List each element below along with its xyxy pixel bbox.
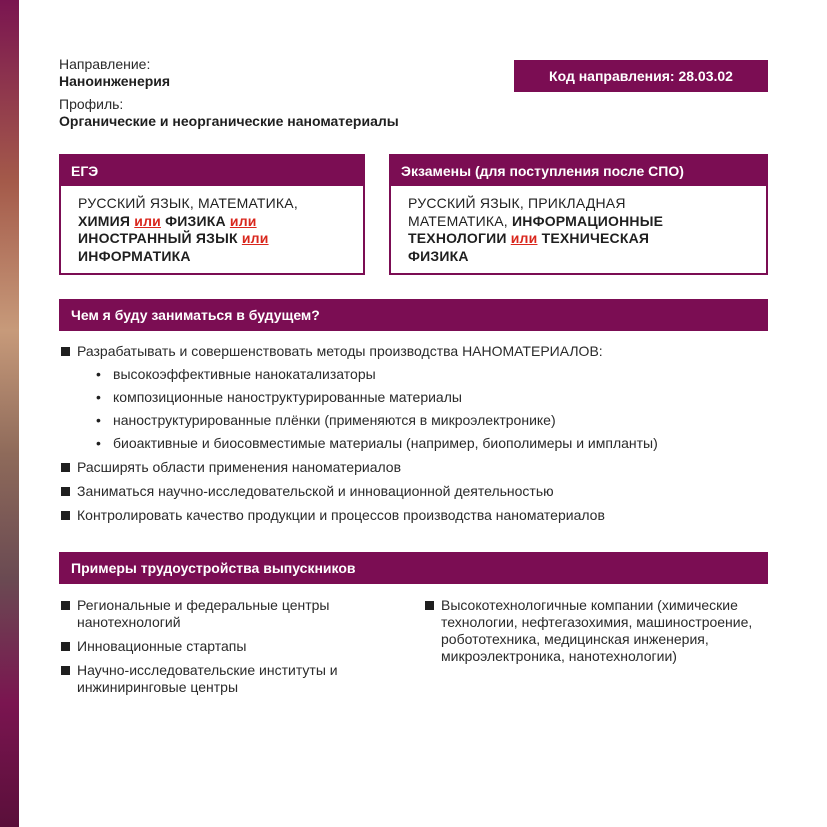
future-section-title: Чем я буду заниматься в будущем? xyxy=(59,299,768,331)
ege-subject-physics: ФИЗИКА xyxy=(165,212,226,229)
spo-math: МАТЕМАТИКА, xyxy=(408,212,508,229)
ege-subject-informatics: ИНФОРМАТИКА xyxy=(78,247,191,264)
future-activities-list xyxy=(59,343,768,531)
direction-code-badge: Код направления: 28.03.02 xyxy=(514,60,768,92)
list-item: Контролировать качество продукции и процессов производства наноматериалов xyxy=(59,507,768,524)
list-item: Инновационные стартапы xyxy=(59,638,399,655)
or-word: или xyxy=(134,212,161,229)
list-item: Научно-исследовательские институты и инжиниринговые центры xyxy=(59,662,399,696)
sublist-item: • композиционные наноструктурированные материалы xyxy=(77,389,768,406)
spo-exams-subjects xyxy=(391,186,766,265)
list-item-text: Разрабатывать и совершенствовать методы производства НАНОМАТЕРИАЛОВ: xyxy=(77,343,603,359)
list-item xyxy=(59,343,768,452)
list-item: Региональные и федеральные центры нанотехнологий xyxy=(59,597,399,631)
direction-value: Наноинженерия xyxy=(59,73,171,89)
spo-exams-title: Экзамены (для поступления после СПО) xyxy=(391,156,766,186)
or-word: или xyxy=(241,230,269,246)
or-word: или xyxy=(510,230,538,246)
ege-exams-title: ЕГЭ xyxy=(61,156,363,186)
or-word: или xyxy=(229,212,257,229)
spo-subject-tech-1: ТЕХНИЧЕСКАЯ xyxy=(541,230,650,246)
profile-value: Органические и неорганические наноматериалы xyxy=(59,113,399,129)
list-item: Высокотехнологичные компании (химические технологии, нефтегазохимия, машиностроение, робототехника, медицинская инженерия, микроэлектроника, нанотехнологии) xyxy=(423,597,768,665)
profile-label: Профиль: xyxy=(59,96,124,112)
spo-line1: РУССКИЙ ЯЗЫК, ПРИКЛАДНАЯ xyxy=(408,195,626,211)
jobs-list-left xyxy=(59,597,399,703)
direction-label: Направление: xyxy=(59,56,151,72)
sublist-item: • высокоэффективные нанокатализаторы xyxy=(77,366,768,383)
spo-subject-it-2: ТЕХНОЛОГИИ xyxy=(408,230,507,246)
list-item: Расширять области применения наноматериалов xyxy=(59,459,768,476)
sublist-item: • наноструктурированные плёнки (применяются в микроэлектронике) xyxy=(77,412,768,429)
spo-exams-box xyxy=(389,154,768,275)
ege-line1: РУССКИЙ ЯЗЫК, МАТЕМАТИКА, xyxy=(78,195,298,211)
decorative-photo-strip xyxy=(0,0,19,827)
program-header xyxy=(59,56,479,130)
list-item: Заниматься научно-исследовательской и инновационной деятельностью xyxy=(59,483,768,500)
sublist-item: • биоактивные и биосовместимые материалы (например, биополимеры и импланты) xyxy=(77,435,768,452)
jobs-list-right xyxy=(423,597,768,672)
ege-exams-subjects xyxy=(61,186,363,265)
nanomaterials-sublist xyxy=(77,366,768,452)
spo-subject-tech-2: ФИЗИКА xyxy=(408,247,469,264)
ege-subject-foreign-language: ИНОСТРАННЫЙ ЯЗЫК xyxy=(78,230,238,246)
ege-subject-chemistry: ХИМИЯ xyxy=(78,212,131,229)
jobs-section-title: Примеры трудоустройства выпускников xyxy=(59,552,768,584)
spo-subject-it-1: ИНФОРМАЦИОННЫЕ xyxy=(512,212,664,229)
ege-exams-box xyxy=(59,154,365,275)
